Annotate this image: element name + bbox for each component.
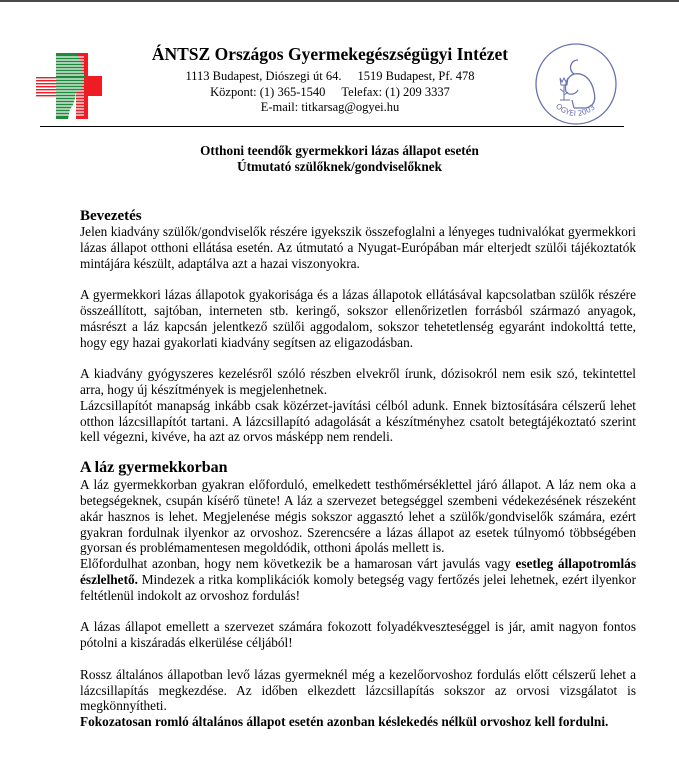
phone-line [140, 85, 520, 101]
phone-number: Központ: (1) 365-1540 [210, 84, 326, 99]
fever-paragraph-2-text-end: Mindezek a ritka komplikációk komoly betegség vagy fertőzés jelei lehetnek, ezért ilyenkor feltétlenül indokolt az orvoshoz fordulás! [80, 571, 636, 603]
letterhead [140, 43, 520, 116]
fever-paragraph-1: A láz gyermekkorban gyakran előforduló, emelkedett testhőmérséklettel járó állapot. A láz nem oka a betegségeknek, csupán kísérő tünete! A láz a szervezet betegséggel szembeni védekezésének részeként akár hasznos is lehet. Megjelenése mégis sokszor aggasztó lehet a szülők/gondviselők számára, ezért gyakran fordulnak ilyenkor az orvoshoz. Szerencsére a lázas állapot az esetek túlnyomó többségében gyorsan és problémamentesen megoldódik, otthoni ápolás mellett is. [80, 477, 636, 556]
org-name: ÁNTSZ Országos Gyermekegészségügyi Intézet [151, 44, 509, 64]
intro-paragraph-3: A kiadvány gyógyszeres kezelésről szóló részben elvekről írunk, dózisokról nem esik szó, tekintettel arra, hogy új készítmények is megjelenhetnek. [80, 366, 636, 397]
document-title [0, 143, 679, 175]
ogyei-seal-icon [534, 42, 618, 126]
fever-paragraph-2-text: Előfordulhat azonban, hogy nem következik be a hamarosan várt javulás vagy [80, 556, 516, 572]
seal-text: OGYEI 2003 [553, 101, 597, 119]
title-line-1: Otthoni teendők gyermekkori lázas állapot esetén [200, 143, 479, 158]
email-line: E-mail: titkarsag@ogyei.hu [260, 100, 400, 114]
address-line [140, 69, 520, 85]
fever-paragraph-2 [80, 556, 636, 603]
antsz-cross-logo-icon [36, 53, 102, 119]
document-body [80, 208, 636, 730]
section-heading-intro: Bevezetés [80, 208, 142, 224]
intro-paragraph-2: A gyermekkori lázas állapotok gyakorisága és a lázas állapotok ellátásával kapcsolatban szülők részére összeállított, sajtóban, interneten stb. keringő, sokszor ellenőrizetlen forrásból származó anyagok, másrészt a láz kapcsán jelentkező szülői aggodalom, sokszor tehetetlenség egyaránt indokolttá tette, hogy egy hazai gyakorlati kiadvány segítsen az eligazodásban. [80, 287, 636, 350]
fever-paragraph-4: Rossz általános állapotban levő lázas gyermeknél még a kezelőorvoshoz fordulás előtt célszerű lehet a lázcsillapítás megkezdése. Az időben elkezdett lázcsillapítás sokszor az orvosi vizsgálatot is megkönnyítheti. [80, 666, 636, 714]
fever-paragraph-3: A lázas állapot emellett a szervezet számára fokozott folyadékveszteséggel is jár, amit nagyon fontos pótolni a kiszáradás elkerülése céljából! [80, 619, 636, 651]
letterhead-divider [40, 126, 624, 127]
fax-number: Telefax: (1) 209 3337 [341, 84, 450, 99]
intro-paragraph-1: Jelen kiadvány szülők/gondviselők részére igyekszik összefoglalni a lényeges tudnivalókat gyermekkori lázas állapot otthoni ellátása esetén. Az útmutató a Nyugat-Európában már elterjedt szülői tájékoztatók mintájára készült, adaptálva azt a hazai viszonyokra. [80, 224, 636, 271]
fever-warning-emphasis: esetleg állapotromlás észlelhető. [80, 556, 636, 587]
svg-text:OGYEI 2003 [554, 102, 597, 118]
section-heading-fever: A láz gyermekkorban [80, 459, 228, 477]
fever-paragraph-5 [80, 714, 636, 730]
fever-urgent-warning: Fokozatosan romló általános állapot esetén azonban késlekedés nélkül orvoshoz kell fordulni. [80, 714, 609, 730]
title-line-2: Útmutató szülőknek/gondviselőknek [237, 159, 442, 174]
intro-paragraph-4: Lázcsillapítót manapság inkább csak közérzet-javítási célból adunk. Ennek biztosítására célszerű lehet otthon lázcsillapítót tartani. A lázcsillapító adagolását a készítményhez csatolt betegtájékoztató szerint kell végezni, kivéve, ha azt az orvos másképp nem rendeli. [80, 397, 636, 445]
street-address: 1113 Budapest, Diószegi út 64. [185, 69, 342, 83]
top-border [0, 0, 679, 2]
po-box-address: 1519 Budapest, Pf. 478 [357, 69, 475, 83]
